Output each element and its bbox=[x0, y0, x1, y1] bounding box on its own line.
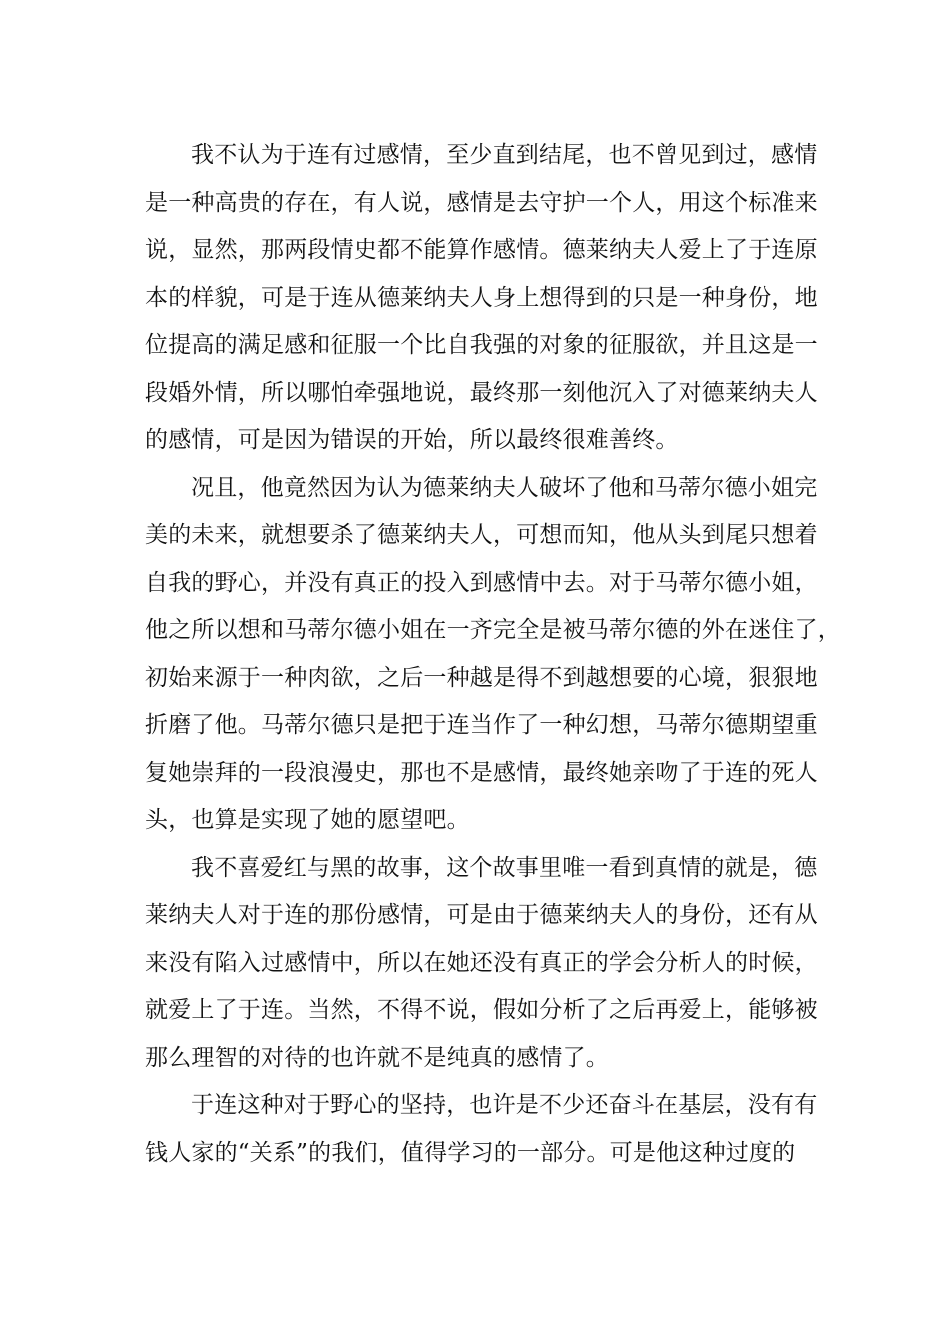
text-line: 的感情，可是因为错误的开始，所以最终很难善终。 bbox=[145, 427, 679, 453]
text-line: 那么理智的对待的也许就不是纯真的感情了。 bbox=[145, 1044, 609, 1071]
text-line: 是一种高贵的存在，有人说，感情是去守护一个人，用这个标准来 bbox=[145, 189, 818, 216]
text-line: 折磨了他。马蒂尔德只是把于连当作了一种幻想，马蒂尔德期望重 bbox=[145, 712, 818, 738]
text-line: 就爱上了于连。当然，不得不说，假如分析了之后再爱上，能够被 bbox=[145, 997, 818, 1023]
text-line: 复她崇拜的一段浪漫史，那也不是感情，最终她亲吻了于连的死人 bbox=[145, 759, 818, 786]
text-line: 说，显然，那两段情史都不能算作感情。德莱纳夫人爱上了于连原 bbox=[145, 237, 818, 263]
text-line: 我不喜爱红与黑的故事，这个故事里唯一看到真情的就是，德 bbox=[191, 854, 818, 881]
text-line: 我不认为于连有过感情，至少直到结尾，也不曾见到过，感情 bbox=[191, 142, 818, 168]
paragraph-3 bbox=[145, 845, 821, 1083]
paragraph-1 bbox=[145, 132, 821, 465]
text-line: 美的未来，就想要杀了德莱纳夫人，可想而知，他从头到尾只想着 bbox=[145, 522, 818, 548]
text-line: 位提高的满足感和征服一个比自我强的对象的征服欲，并且这是一 bbox=[145, 332, 818, 358]
text-line: 头，也算是实现了她的愿望吧。 bbox=[145, 807, 470, 833]
text-line: 况且，他竟然因为认为德莱纳夫人破坏了他和马蒂尔德小姐完 bbox=[191, 474, 818, 501]
text-line: 他之所以想和马蒂尔德小姐在一齐完全是被马蒂尔德的外在迷住了， bbox=[145, 617, 841, 643]
paragraph-2 bbox=[145, 465, 841, 845]
text-line: 自我的野心，并没有真正的投入到感情中去。对于马蒂尔德小姐， bbox=[145, 569, 818, 596]
text-line: 初始来源于一种肉欲，之后一种越是得不到越想要的心境，狠狠地 bbox=[145, 664, 818, 691]
text-line: 来没有陷入过感情中，所以在她还没有真正的学会分析人的时候， bbox=[145, 949, 818, 976]
text-line: 莱纳夫人对于连的那份感情，可是由于德莱纳夫人的身份，还有从 bbox=[145, 902, 818, 928]
paragraph-4 bbox=[145, 1082, 821, 1177]
text-line: 本的样貌，可是于连从德莱纳夫人身上想得到的只是一种身份，地 bbox=[145, 284, 818, 311]
document-body bbox=[145, 132, 841, 1177]
text-line: 于连这种对于野心的坚持，也许是不少还奋斗在基层，没有有 bbox=[191, 1092, 818, 1118]
text-line: 钱人家的“关系”的我们，值得学习的一部分。可是他这种过度的 bbox=[145, 1139, 796, 1166]
text-line: 段婚外情，所以哪怕牵强地说，最终那一刻他沉入了对德莱纳夫人 bbox=[145, 379, 818, 406]
